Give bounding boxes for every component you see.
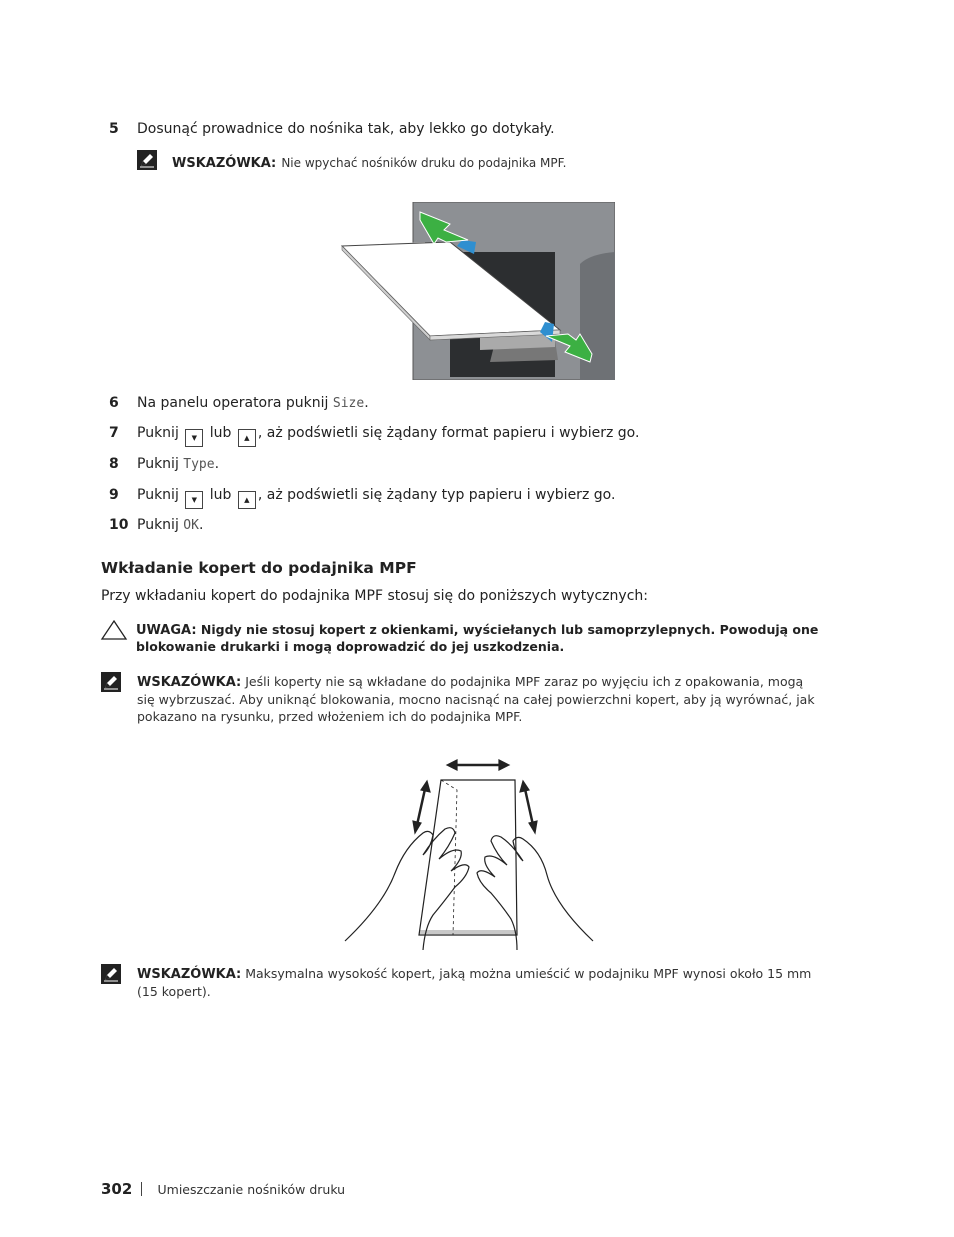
page-number: 302 bbox=[101, 1180, 133, 1198]
ui-code-type: Type bbox=[183, 457, 215, 472]
step-text-part: Puknij bbox=[137, 425, 184, 441]
step-text bbox=[137, 487, 615, 509]
note-label: WSKAZÓWKA: bbox=[172, 156, 277, 171]
mpf-tray-illustration bbox=[340, 202, 615, 380]
footer-divider bbox=[141, 1182, 142, 1196]
up-arrow-button-icon: ▲ bbox=[238, 491, 256, 509]
caution-line: blokowanie drukarki i mogą doprowadzić do jej uszkodzenia. bbox=[136, 639, 565, 654]
note-line: Jeśli koperty nie są wkładane do podajnika MPF zaraz po wyjęciu ich z opakowania, mogą bbox=[245, 674, 804, 689]
ui-code-ok: OK bbox=[183, 518, 199, 533]
note-1 bbox=[172, 152, 566, 171]
pencil-note-icon bbox=[137, 150, 157, 170]
pencil-note-icon bbox=[101, 672, 121, 692]
note-line: Maksymalna wysokość kopert, jaką można umieścić w podajniku MPF wynosi około 15 mm bbox=[245, 966, 812, 981]
step-number: 9 bbox=[109, 487, 119, 503]
step-number: 5 bbox=[109, 121, 119, 137]
page-footer bbox=[101, 1179, 345, 1198]
step-text-part: , aż podświetli się żądany typ papieru i wybierz go. bbox=[257, 487, 616, 503]
step-text-part: . bbox=[364, 395, 369, 411]
section-intro: Przy wkładaniu kopert do podajnika MPF stosuj się do poniższych wytycznych: bbox=[101, 588, 648, 604]
note-3 bbox=[137, 965, 837, 1000]
step-number: 8 bbox=[109, 456, 119, 472]
step-text-part: lub bbox=[205, 425, 236, 441]
pencil-note-icon bbox=[101, 964, 121, 984]
step-text-part: . bbox=[214, 456, 220, 472]
ui-code-size: Size bbox=[332, 396, 365, 411]
note-label: WSKAZÓWKA: bbox=[137, 967, 242, 982]
step-text bbox=[137, 425, 639, 447]
footer-title: Umieszczanie nośników druku bbox=[157, 1182, 346, 1197]
down-arrow-button-icon: ▼ bbox=[185, 491, 203, 509]
note-2 bbox=[137, 673, 837, 725]
step-text-part: , aż podświetli się żądany format papieru i wybierz go. bbox=[257, 425, 640, 441]
caution-line: Nigdy nie stosuj kopert z okienkami, wyściełanych lub samoprzylepnych. Powodują one bbox=[200, 622, 819, 637]
step-number: 7 bbox=[109, 425, 119, 441]
step-text-part: Puknij bbox=[137, 487, 184, 503]
step-text-part: Na panelu operatora puknij bbox=[137, 395, 333, 411]
note-label: WSKAZÓWKA: bbox=[137, 675, 242, 690]
note-text: Nie wpychać nośników druku do podajnika MPF. bbox=[281, 156, 567, 170]
warning-triangle-icon bbox=[100, 619, 128, 641]
up-arrow-button-icon: ▲ bbox=[238, 429, 256, 447]
step-number: 6 bbox=[109, 395, 119, 411]
step-text-part: Puknij bbox=[137, 517, 184, 533]
step-text-part: lub bbox=[205, 487, 236, 503]
step-text bbox=[137, 517, 203, 533]
note-line: się wybrzuszać. Aby uniknąć blokowania, mocno nacisnąć na całej powierzchni kopert, aby ją wyrównać, jak bbox=[137, 692, 815, 707]
note-line: (15 kopert). bbox=[137, 984, 211, 999]
caution-label: UWAGA: bbox=[136, 623, 197, 638]
step-text bbox=[137, 395, 369, 411]
step-text: Dosunąć prowadnice do nośnika tak, aby lekko go dotykały. bbox=[137, 121, 555, 137]
step-text-part: . bbox=[198, 517, 204, 533]
envelope-flatten-illustration bbox=[343, 755, 595, 950]
step-text-part: Puknij bbox=[137, 456, 184, 472]
note-line: pokazano na rysunku, przed włożeniem ich do podajnika MPF. bbox=[137, 709, 523, 724]
down-arrow-button-icon: ▼ bbox=[185, 429, 203, 447]
step-number: 10 bbox=[109, 517, 129, 533]
section-heading: Wkładanie kopert do podajnika MPF bbox=[101, 559, 417, 577]
step-text bbox=[137, 456, 219, 472]
caution-block bbox=[136, 622, 836, 655]
